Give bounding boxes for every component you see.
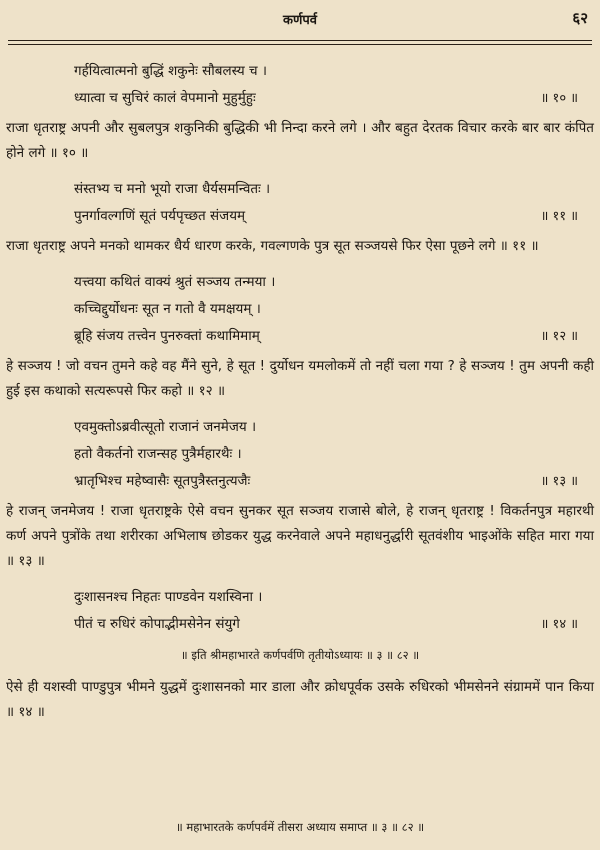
verse-number: ॥ १२ ॥ [540,329,578,344]
hindi-translation: राजा धृतराष्ट्र अपने मनको थामकर धैर्य धारण करके, गवल्गणके पुत्र सूत सञ्जयसे फिर ऐसा पूछने लगे ॥ ११ ॥ [6,238,539,254]
verse-block-14 [6,584,594,638]
verse-block-12 [6,269,594,404]
sanskrit-verse [74,584,578,638]
verse-block-10 [6,58,594,166]
verse-line: यत्त्वया कथितं वाक्यं श्रुतं सञ्जय तन्मया । [74,274,276,290]
verse-number: ॥ १० ॥ [540,91,578,106]
sanskrit-verse [74,58,578,112]
verse-number: ॥ १४ ॥ [540,617,578,632]
page-header [0,6,600,30]
verse-line: गर्हयित्वात्मनो बुद्धिं शकुनेः सौबलस्य च । [74,63,268,79]
verse-line: कच्चिद्दुर्योधनः सूत न गतो वै यमक्षयम् । [74,301,261,317]
hindi-translation: हे सञ्जय ! जो वचन तुमने कहे वह मैंने सुने, हे सूत ! दुर्योधन यमलोकमें तो नहीं चला गया ? हे सञ्जय ! तुम अपनी कही हुई इस कथाको सत्यरूपसे फिर कहो ॥ १२ ॥ [6,358,594,399]
verse-line: भ्रातृभिश्च महेष्वासैः सूतपुत्रैस्तनुत्यजैः ॥ १३ ॥ [74,468,504,495]
verse-line: संस्तभ्य च मनो भूयो राजा धैर्यसमन्वितः । [74,181,271,197]
sanskrit-verse [74,176,578,230]
chapter-colophon: ॥ इति श्रीमहाभारते कर्णपर्वणि तृतीयोऽध्यायः ॥ ३ ॥ ८२ ॥ [180,648,420,662]
sanskrit-verse [74,414,578,495]
verse-line: एवमुक्तोऽब्रवीत्सूतो राजानं जनमेजय । [74,419,257,435]
verse-line: ब्रूहि संजय तत्त्वेन पुनरुक्तां कथामिमाम् ॥ १२ ॥ [74,323,504,350]
verse-block-11 [6,176,594,259]
hindi-translation: राजा धृतराष्ट्र अपनी और सुबलपुत्र शकुनिकी बुद्धिकी भी निन्दा करने लगे । और बहुत देरतक विचार करके बार बार कंपित होने लगे ॥ १० ॥ [6,120,594,161]
header-rule [8,40,592,45]
verse-number: ॥ १३ ॥ [540,474,578,489]
verse-line: ध्यात्वा च सुचिरं कालं वेपमानो मुहुर्मुहुः ॥ १० ॥ [74,85,504,112]
hindi-translation: ऐसे ही यशस्वी पाण्डुपुत्र भीमने युद्धमें दुःशासनको मार डाला और क्रोधपूर्वक उसके रुधिरको भीमसेनने संग्राममें पान किया ॥ १४ ॥ [6,679,594,720]
verse-line: पीतं च रुधिरं कोपाद्भीमसेनेन संयुगे ॥ १४ ॥ [74,611,504,638]
verse-line: दुःशासनश्च निहतः पाण्डवेन यशस्विना । [74,589,263,605]
hindi-translation: हे राजन् जनमेजय ! राजा धृतराष्ट्रके ऐसे वचन सुनकर सूत सञ्जय राजासे बोले, हे राजन् धृतराष्ट्र ! विकर्तनपुत्र महारथी कर्ण अपने पुत्रोंके तथा शरीरका अभिलाष छोडकर युद्ध करनेवाले अपने महाधनुर्द्धारी सूतवंशीय भाइओंके सहित मारा गया ॥ १३ ॥ [6,503,594,569]
sanskrit-verse [74,269,578,350]
verse-line: पुनर्गावल्गणिं सूतं पर्यपृच्छत संजयम् ॥ ११ ॥ [74,203,504,230]
running-title: कर्णपर्व [283,13,317,28]
chapter-end-note: ॥ महाभारतके कर्णपर्वमें तीसरा अध्याय समाप्त ॥ ३ ॥ ८२ ॥ [175,820,425,834]
verse-block-13 [6,414,594,574]
verse-number: ॥ ११ ॥ [540,209,578,224]
page-number: ६२ [572,9,588,27]
verse-line: हतो वैकर्तनो राजन्सह पुत्रैर्महारथैः । [74,446,242,462]
page-content [6,58,594,731]
